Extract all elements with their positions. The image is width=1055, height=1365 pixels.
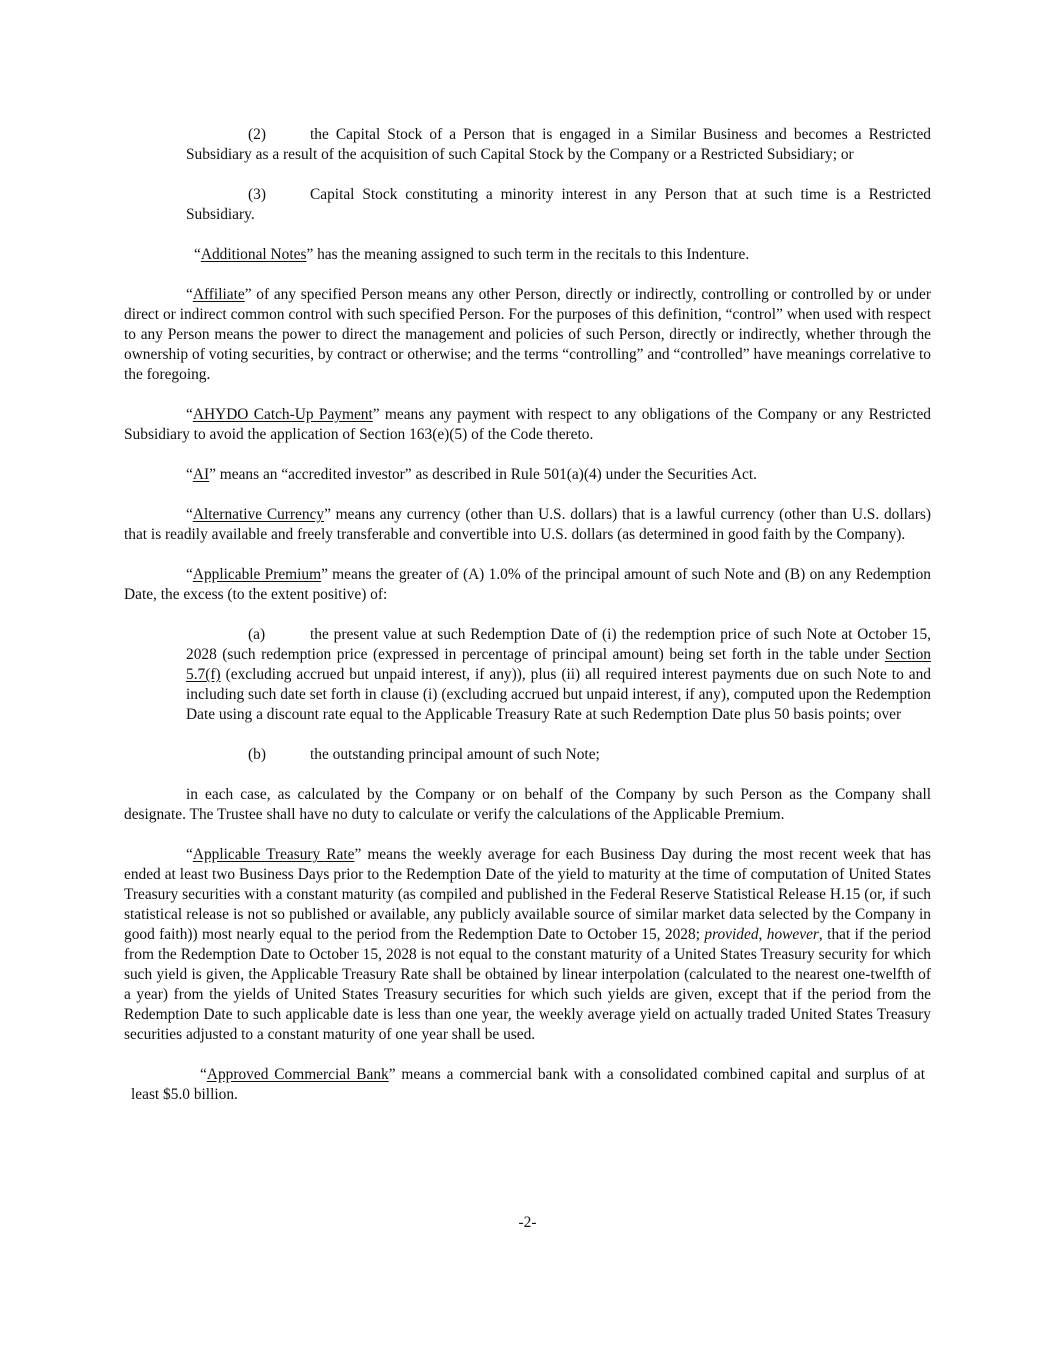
defined-term: AHYDO Catch-Up Payment — [192, 406, 373, 423]
definition-text: ” means any payment with respect to any obligations of the Company or any Restricted Subsidiary to avoid the application of Section 163(e)(5) of the Code thereto. — [124, 406, 931, 443]
open-quote: “ — [186, 846, 193, 863]
definition-alternative-currency — [124, 505, 931, 545]
applicable-premium-closing: in each case, as calculated by the Company or on behalf of the Company by such Person as the Company shall designate. The Trustee shall have no duty to calculate or verify the calculations of the Applicable Premium. — [124, 786, 931, 823]
defined-term: Affiliate — [192, 286, 245, 303]
definition-affiliate — [124, 285, 931, 385]
open-quote: “ — [186, 466, 193, 483]
defined-term: Applicable Premium — [192, 566, 322, 583]
clause-number: (2) — [248, 126, 266, 143]
clause-text: the outstanding principal amount of such Note; — [310, 746, 600, 763]
definition-approved-commercial-bank — [131, 1065, 925, 1105]
clause-3 — [186, 185, 931, 225]
definition-ahydo — [124, 405, 931, 445]
clause-2 — [186, 125, 931, 165]
clause-a — [186, 625, 931, 725]
definition-text: ” means the weekly average for each Business Day during the most recent week that has ended at least two Business Days prior to the Redemption Date of the yield to maturity at the time of computation of United States Treasury securities with a constant maturity (as compiled and published in the Federal Reserve Statistical Release H.15 (or, if such statistical release is not so published or available, any publicly available source of similar market data selected by the Company in good faith)) most nearly equal to the period from the Redemption Date to October 15, 2028; — [124, 846, 932, 943]
definition-text: ” has the meaning assigned to such term in the recitals to this Indenture. — [306, 246, 750, 263]
clause-number: (a) — [248, 626, 266, 643]
open-quote: “ — [186, 506, 193, 523]
clause-number: (b) — [248, 746, 266, 763]
definition-applicable-treasury-rate — [124, 845, 931, 1045]
open-quote: “ — [186, 406, 193, 423]
document-body — [124, 125, 931, 1105]
defined-term: Approved Commercial Bank — [206, 1066, 389, 1083]
provided-word: provided — [704, 926, 759, 943]
open-quote: “ — [186, 566, 193, 583]
definition-text: ” of any specified Person means any other Person, directly or indirectly, controlling or controlled by or under direct or indirect common control with such specified Person. For the purposes of this definition, “control” when used with respect to any Person means the power to direct the management and policies of such Person, directly or indirectly, whether through the ownership of voting securities, by contract or otherwise; and the terms “controlling” and “controlled” have meanings correlative to the foregoing. — [124, 286, 931, 383]
definition-ai — [124, 465, 931, 485]
definition-text: ” means any currency (other than U.S. dollars) that is a lawful currency (other than U.S. dollars) that is readily available and freely transferable and convertible into U.S. dollars (as determined in good faith by the Company). — [124, 506, 931, 543]
defined-term: Alternative Currency — [192, 506, 325, 523]
definition-text: , that if the period from the Redemption Date to October 15, 2028 is not equal to the constant maturity of a United States Treasury security for which such yield is given, the Applicable Treasury Rate shall be obtained by linear interpolation (calculated to the nearest one-twelfth of a year) from the yields of United States Treasury securities for which such yields are given, except that if the period from the Redemption Date to such applicable date is less than one year, the weekly average yield on actually traded United States Treasury securities adjusted to a constant maturity of one year shall be used. — [124, 926, 931, 1043]
definition-text: ” means a commercial bank with a consolidated combined capital and surplus of at least $5.0 billion. — [131, 1066, 925, 1103]
clause-b — [186, 745, 931, 765]
definition-applicable-premium — [124, 565, 931, 605]
clause-text: the present value at such Redemption Date of (i) the redemption price of such Note at October 15, 2028 (such redemption price (expressed in percentage of principal amount) being set forth in the table under — [186, 626, 931, 663]
comma: , — [758, 926, 767, 943]
clause-text: (excluding accrued but unpaid interest, if any)), plus (ii) all required interest payments due on such Note to and including such date set forth in clause (i) (excluding accrued but unpaid interest, if any), computed upon the Redemption Date using a discount rate equal to the Applicable Treasury Rate at such Redemption Date plus 50 basis points; over — [186, 666, 931, 723]
defined-term: Additional Notes — [200, 246, 307, 263]
definition-text: ” means the greater of (A) 1.0% of the principal amount of such Note and (B) on any Redemption Date, the excess (to the extent positive) of: — [124, 566, 931, 603]
clause-text: Capital Stock constituting a minority interest in any Person that at such time is a Restricted Subsidiary. — [186, 186, 931, 223]
clause-number: (3) — [248, 186, 266, 203]
section-reference: Section 5.7(f) — [186, 646, 931, 683]
page-number: -2- — [518, 1214, 537, 1231]
defined-term: AI — [192, 466, 210, 483]
definition-additional-notes — [124, 245, 931, 265]
open-quote: “ — [200, 1066, 207, 1083]
clause-text: the Capital Stock of a Person that is engaged in a Similar Business and becomes a Restricted Subsidiary as a result of the acquisition of such Capital Stock by the Company or a Restricted Subsidiary; or — [186, 126, 931, 163]
defined-term: Applicable Treasury Rate — [192, 846, 355, 863]
open-quote: “ — [194, 246, 201, 263]
definition-text: ” means an “accredited investor” as described in Rule 501(a)(4) under the Securities Act. — [209, 466, 757, 483]
however-word: however — [766, 926, 819, 943]
open-quote: “ — [186, 286, 193, 303]
